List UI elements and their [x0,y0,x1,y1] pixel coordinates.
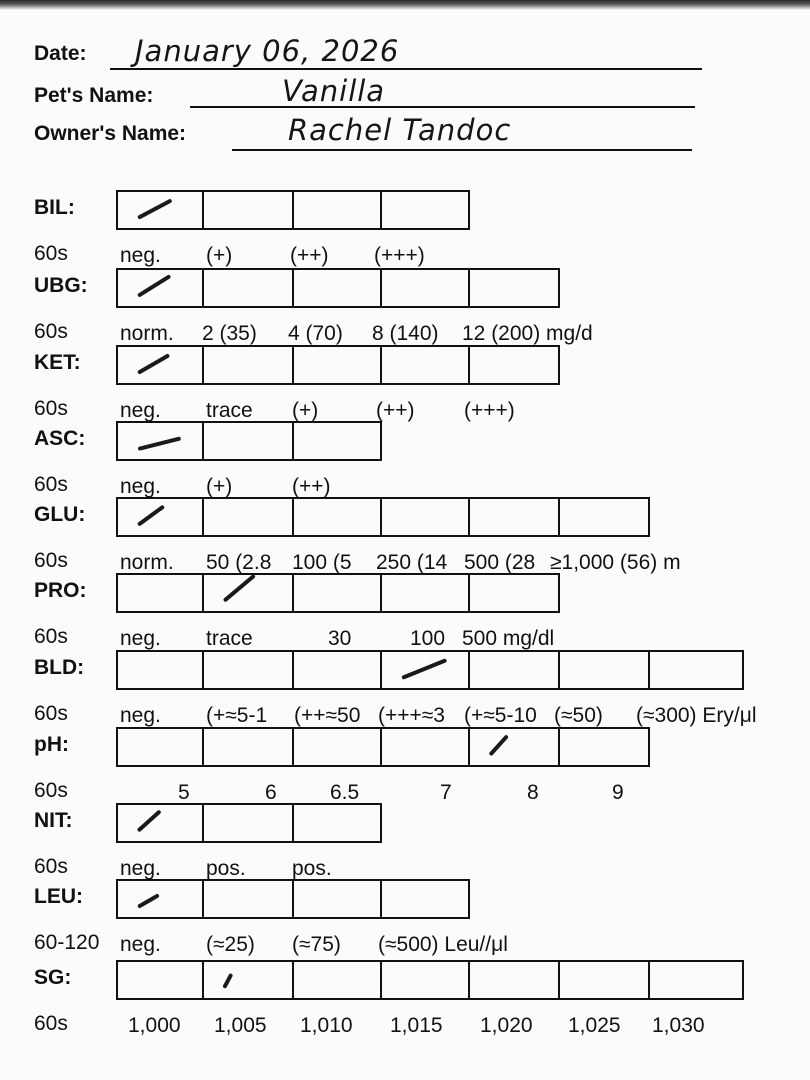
test-code: BIL: [34,196,75,219]
reading-time: 60s [34,397,68,420]
scale-label: (≈50) [554,704,603,727]
scale-label: (++) [290,244,329,267]
result-checkbox[interactable] [116,803,204,843]
result-checkbox[interactable] [116,421,204,461]
scale-label: 100 (5 [292,551,352,574]
result-checkbox[interactable] [202,650,294,690]
result-checkbox[interactable] [292,803,382,843]
scale-label: 1,005 [214,1014,267,1037]
result-checkbox[interactable] [202,268,294,308]
reading-time: 60s [34,779,68,802]
checkbox-row [116,650,742,690]
result-checkbox[interactable] [202,573,294,613]
scale-label: 250 (14 [376,551,448,574]
scale-label: 12 (200) mg/d [462,322,593,345]
result-checkbox[interactable] [468,268,560,308]
scale-label: (+≈5-10 [464,704,537,727]
checkbox-row [116,960,742,1000]
result-checkbox[interactable] [116,190,204,230]
scale-label: (++) [292,475,331,498]
check-mark [489,734,509,756]
test-code: UBG: [34,274,88,297]
scale-label: 2 (35) [202,322,257,345]
date-label: Date: [34,42,87,65]
result-checkbox[interactable] [116,345,204,385]
owner-name-value[interactable]: Rachel Tandoc [288,113,512,147]
result-checkbox[interactable] [202,803,294,843]
result-checkbox[interactable] [558,727,650,767]
result-checkbox[interactable] [468,345,560,385]
checkbox-row [116,727,648,767]
result-checkbox[interactable] [292,573,382,613]
reading-time: 60s [34,702,68,725]
result-checkbox[interactable] [648,960,744,1000]
scale-label: ≥1,000 (56) m [550,551,681,574]
scale-label: 500 (28 [464,551,536,574]
scale-label: 7 [440,781,452,804]
scale-label: 500 mg/dl [462,627,555,650]
reading-time: 60s [34,855,68,878]
scale-label: (+++) [374,244,425,267]
test-code: GLU: [34,503,86,526]
test-code: LEU: [34,885,83,908]
result-checkbox[interactable] [292,727,382,767]
result-checkbox[interactable] [558,497,650,537]
result-checkbox[interactable] [380,497,470,537]
scale-label: (+) [206,244,233,267]
scale-label: 1,015 [390,1014,443,1037]
result-checkbox[interactable] [468,727,560,767]
result-checkbox[interactable] [468,573,560,613]
result-checkbox[interactable] [558,960,650,1000]
scale-label: (++) [376,399,415,422]
result-checkbox[interactable] [380,268,470,308]
pet-name-underline [190,106,695,108]
result-checkbox[interactable] [116,960,204,1000]
date-value[interactable]: January 06, 2026 [135,34,400,68]
scale-label: 8 [527,781,539,804]
scale-label: (≈75) [292,933,341,956]
result-checkbox[interactable] [380,190,470,230]
scale-label: trace [206,627,253,650]
scale-label: (+) [206,475,233,498]
test-code: NIT: [34,809,73,832]
result-checkbox[interactable] [468,497,560,537]
result-checkbox[interactable] [202,497,294,537]
check-mark [137,505,165,527]
scale-label: (+++) [464,399,515,422]
result-checkbox[interactable] [116,573,204,613]
result-checkbox[interactable] [380,727,470,767]
result-checkbox[interactable] [292,268,382,308]
reading-time: 60s [34,625,68,648]
scale-label: 9 [612,781,624,804]
result-checkbox[interactable] [380,345,470,385]
checkbox-row [116,497,648,537]
result-checkbox[interactable] [202,190,294,230]
result-checkbox[interactable] [116,879,204,919]
reading-time: 60s [34,320,68,343]
result-checkbox[interactable] [468,960,560,1000]
scale-label: 6.5 [330,781,360,804]
result-checkbox[interactable] [292,345,382,385]
check-mark [137,809,162,832]
check-mark [137,353,170,374]
result-checkbox[interactable] [292,879,382,919]
scale-label: 6 [265,781,277,804]
paper-top-edge [0,0,810,10]
scale-label: 1,020 [480,1014,533,1037]
result-checkbox[interactable] [292,960,382,1000]
check-mark [222,973,233,989]
result-checkbox[interactable] [648,650,744,690]
scale-label: neg. [120,627,161,650]
check-mark [223,574,256,603]
checkbox-row [116,573,558,613]
scale-label: neg. [120,704,161,727]
checkbox-row [116,190,468,230]
result-checkbox[interactable] [380,960,470,1000]
scale-label: neg. [120,399,161,422]
check-mark [137,198,172,219]
scale-label: (++≈50 [294,704,361,727]
scale-label: (+++≈3 [378,704,445,727]
test-code: KET: [34,351,81,374]
scale-label: (≈300) Ery/μl [636,704,757,727]
scale-label: 100 [410,627,446,650]
reading-time: 60s [34,1012,68,1035]
result-checkbox[interactable] [202,960,294,1000]
reading-time: 60s [34,473,68,496]
result-checkbox[interactable] [116,650,204,690]
scale-label: pos. [292,857,332,880]
result-checkbox[interactable] [380,879,470,919]
result-checkbox[interactable] [468,650,560,690]
scale-label: 5 [178,781,190,804]
result-checkbox[interactable] [380,573,470,613]
scale-label: 1,030 [652,1014,705,1037]
scale-label: 1,010 [300,1014,353,1037]
test-code: ASC: [34,427,86,450]
result-checkbox[interactable] [202,879,294,919]
scale-label: (≈500) Leu//μl [378,933,508,956]
result-checkbox[interactable] [202,345,294,385]
date-underline [110,68,702,70]
owner-name-label: Owner's Name: [34,122,187,145]
scale-label: trace [206,399,253,422]
owner-name-underline [232,149,692,151]
reading-time: 60-120 [34,931,100,954]
result-checkbox[interactable] [292,190,382,230]
pet-name-label: Pet's Name: [34,84,154,107]
checkbox-row [116,421,380,461]
scale-label: 4 (70) [288,322,343,345]
scale-label: 1,025 [568,1014,621,1037]
scale-label: neg. [120,244,161,267]
result-checkbox[interactable] [558,650,650,690]
test-code: PRO: [34,579,87,602]
result-checkbox[interactable] [202,421,294,461]
scale-label: 8 (140) [372,322,439,345]
reading-time: 60s [34,549,68,572]
scale-label: neg. [120,857,161,880]
scale-label: 30 [328,627,352,650]
scale-label: (+≈5-1 [206,704,268,727]
check-mark [137,274,171,298]
test-code: SG: [34,966,72,989]
scale-label: neg. [120,933,161,956]
checkbox-row [116,879,468,919]
result-checkbox[interactable] [292,497,382,537]
check-mark [137,893,160,908]
checkbox-row [116,268,558,308]
result-checkbox[interactable] [380,650,470,690]
test-code: pH: [34,733,69,756]
scale-label: 1,000 [128,1014,181,1037]
checkbox-row [116,345,558,385]
result-checkbox[interactable] [292,650,382,690]
scale-label: neg. [120,475,161,498]
scale-label: (+) [292,399,319,422]
checkbox-row [116,803,380,843]
scale-label: 50 (2.8 [206,551,272,574]
scale-label: pos. [206,857,246,880]
check-mark [401,658,447,680]
reading-time: 60s [34,242,68,265]
pet-name-value[interactable]: Vanilla [282,74,386,108]
result-checkbox[interactable] [116,268,204,308]
check-mark [138,436,182,451]
result-checkbox[interactable] [202,727,294,767]
scale-label: (≈25) [206,933,255,956]
result-checkbox[interactable] [116,497,204,537]
scale-label: norm. [120,322,174,345]
test-code: BLD: [34,656,85,679]
result-checkbox[interactable] [292,421,382,461]
scale-label: norm. [120,551,174,574]
result-checkbox[interactable] [116,727,204,767]
